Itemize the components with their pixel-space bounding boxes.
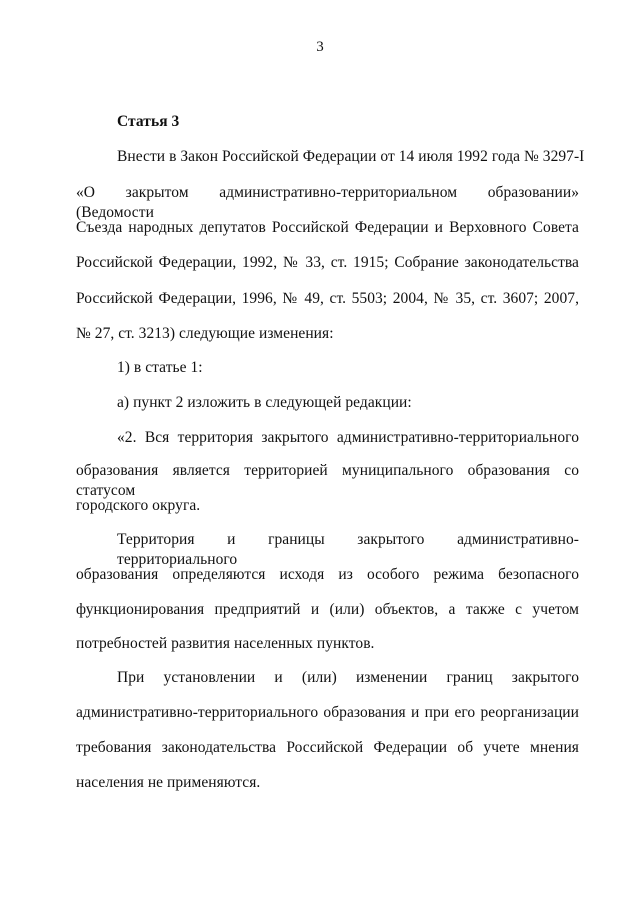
text-line: требования законодательства Российской Федерации об учете мнения (76, 739, 579, 756)
text-line: Российской Федерации, 1996, № 49, ст. 5503; 2004, № 35, ст. 3607; 2007, (76, 290, 579, 307)
text-line: 1) в статье 1: (117, 359, 203, 376)
text-line: административно-территориального образования и при его реорганизации (76, 704, 579, 721)
text-line: населения не применяются. (76, 774, 261, 791)
page-number: 3 (316, 39, 324, 55)
text-line: Территория и границы закрытого административно-территориального (117, 531, 579, 568)
text-line: а) пункт 2 изложить в следующей редакции: (117, 394, 412, 411)
text-line: образования определяются исходя из особого режима безопасного (76, 566, 579, 583)
text-line: При установлении и (или) изменении границ закрытого (117, 669, 579, 686)
text-line: № 27, ст. 3213) следующие изменения: (76, 325, 334, 342)
text-line: «2. Вся территория закрытого административно-территориального (117, 429, 579, 446)
text-line: «О закрытом административно-территориальном образовании» (Ведомости (76, 184, 579, 221)
text-line: потребностей развития населенных пунктов. (76, 635, 375, 652)
text-line: городского округа. (76, 497, 201, 514)
article-heading: Статья 3 (117, 113, 180, 130)
text-line: Съезда народных депутатов Российской Федерации и Верховного Совета (76, 219, 579, 236)
text-line: функционирования предприятий и (или) объектов, а также с учетом (76, 601, 579, 618)
text-line: Внести в Закон Российской Федерации от 14 июля 1992 года № 3297-I (117, 148, 585, 165)
text-line: образования является территорией муниципального образования со статусом (76, 462, 579, 499)
text-line: Российской Федерации, 1992, № 33, ст. 1915; Собрание законодательства (76, 254, 579, 271)
